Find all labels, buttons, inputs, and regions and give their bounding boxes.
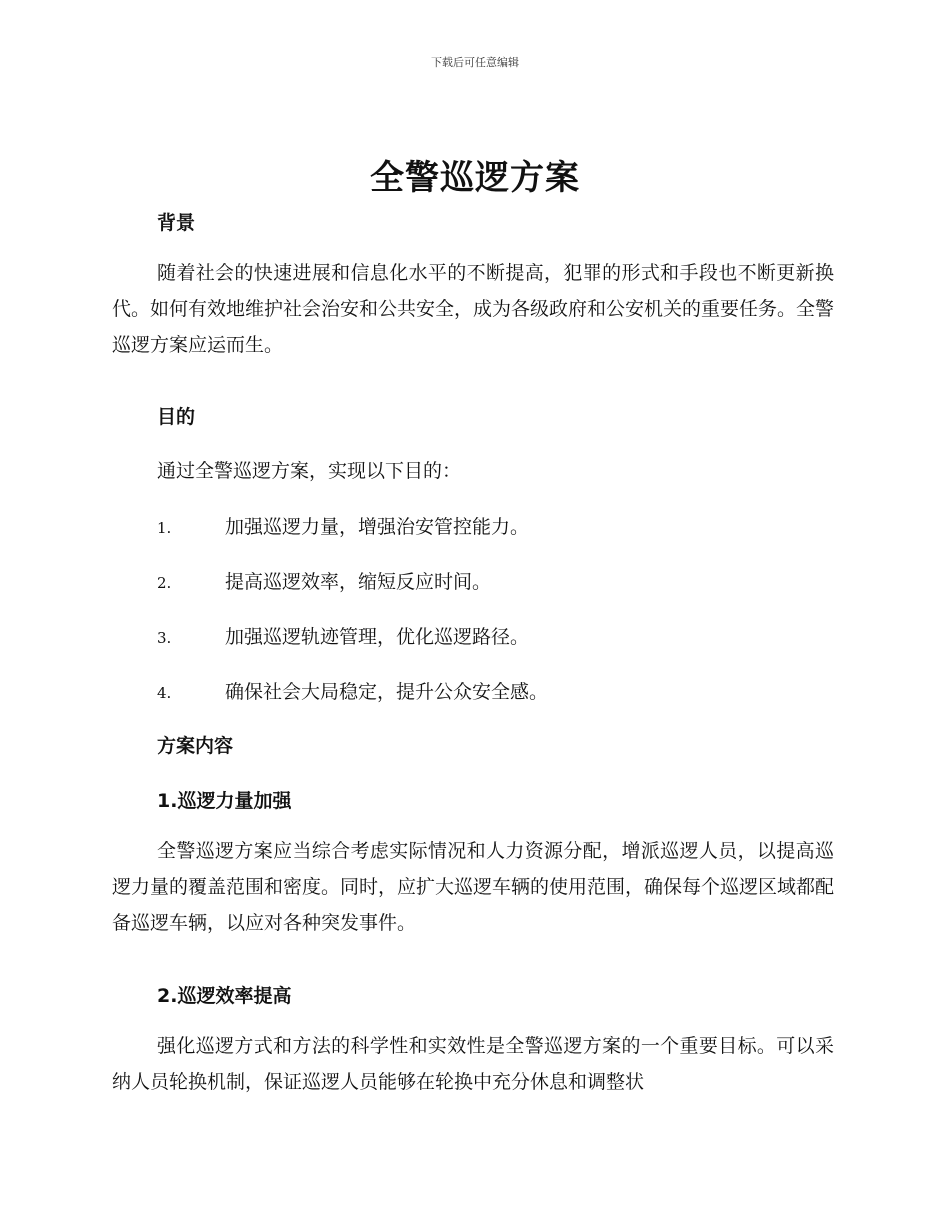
- list-item-text: 加强巡逻轨迹管理，优化巡逻路径。: [225, 626, 530, 648]
- paragraph-subsection-1: 全警巡逻方案应当综合考虑实际情况和人力资源分配，增派巡逻人员，以提高巡逻力量的覆盖范围和密度。同时，应扩大巡逻车辆的使用范围，确保每个巡逻区域都配备巡逻车辆，以应对各种突发事件。: [112, 840, 835, 934]
- paragraph-background: 随着社会的快速进展和信息化水平的不断提高，犯罪的形式和手段也不断更新换代。如何有效地维护社会治安和公共安全，成为各级政府和公安机关的重要任务。全警巡逻方案应运而生。: [112, 262, 835, 356]
- document-title: 全警巡逻方案: [370, 158, 580, 198]
- list-item: [157, 622, 529, 649]
- list-item-number: 3.: [157, 629, 172, 647]
- list-item-number: 4.: [157, 684, 172, 702]
- paragraph-subsection-2: 强化巡逻方式和方法的科学性和实效性是全警巡逻方案的一个重要目标。可以采纳人员轮换机制，保证巡逻人员能够在轮换中充分休息和调整状: [112, 1035, 834, 1093]
- list-item-number: 1.: [157, 519, 172, 537]
- list-item: [157, 567, 491, 594]
- section-heading-purpose: 目的: [157, 406, 196, 428]
- list-item: [157, 512, 529, 539]
- purpose-intro: 通过全警巡逻方案，实现以下目的：: [157, 460, 462, 482]
- list-item-number: 2.: [157, 574, 172, 592]
- list-item: [157, 677, 548, 704]
- subsection-heading-2: 2.巡逻效率提高: [157, 985, 292, 1007]
- subsection-heading-1: 1.巡逻力量加强: [157, 790, 292, 812]
- list-item-text: 加强巡逻力量，增强治安管控能力。: [225, 516, 530, 538]
- page-header-note: 下载后可任意编辑: [431, 56, 519, 69]
- section-heading-content: 方案内容: [157, 735, 234, 757]
- list-item-text: 确保社会大局稳定，提升公众安全感。: [225, 681, 549, 703]
- list-item-text: 提高巡逻效率，缩短反应时间。: [225, 571, 492, 593]
- section-heading-background: 背景: [157, 212, 196, 234]
